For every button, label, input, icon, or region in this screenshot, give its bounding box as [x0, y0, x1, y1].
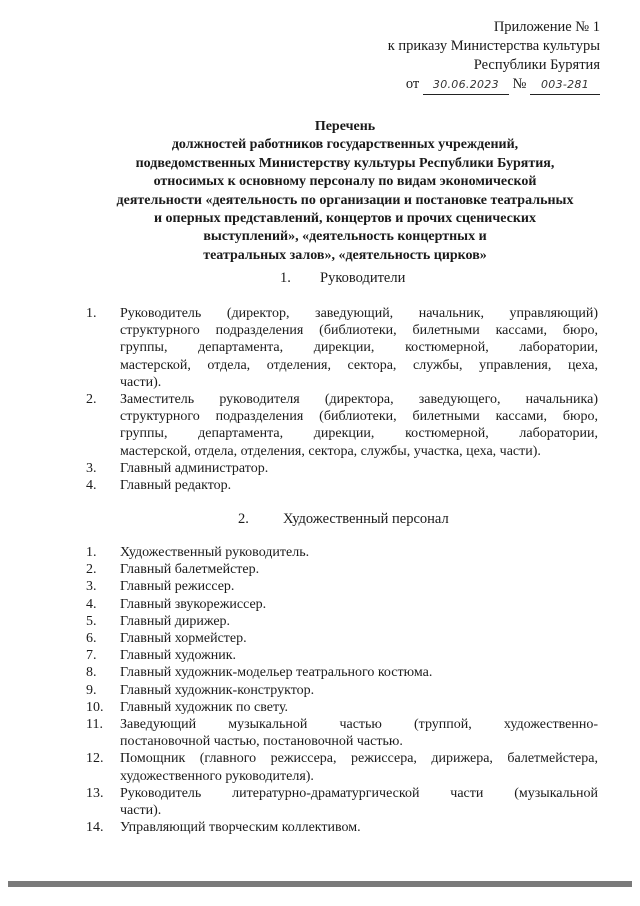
list-item: [86, 578, 598, 595]
item-line: структурного подразделения (библиотеки, билетными кассами, бюро,: [120, 409, 598, 425]
item-line: Художественный руководитель.: [120, 545, 310, 560]
list-item: [86, 630, 598, 647]
title-line: и оперных представлений, концертов и прочих сценических: [153, 211, 536, 227]
item-line: Главный художник-модельер театрального костюма.: [120, 665, 433, 681]
item-index: 5.: [86, 613, 97, 629]
title-line: относимых к основному персоналу по видам экономической: [153, 174, 537, 190]
item-index: 4.: [86, 596, 97, 612]
item-index: 1.: [86, 545, 97, 560]
section-number: 2.: [238, 511, 249, 527]
list-item: [86, 819, 598, 836]
item-line: структурного подразделения (библиотеки, билетными кассами, бюро,: [120, 323, 598, 339]
item-index: 3.: [86, 460, 97, 476]
republic-name: Республики Бурятия: [473, 57, 600, 73]
item-index: 3.: [86, 579, 97, 595]
item-line: Главный администратор.: [120, 460, 269, 476]
number-prefix: №: [512, 76, 527, 92]
list-item: [86, 544, 598, 561]
list-item: [86, 699, 598, 716]
item-index: 8.: [86, 665, 97, 681]
item-line: части).: [120, 803, 162, 819]
item-line: Главный редактор.: [120, 478, 232, 494]
item-line: Главный дирижер.: [120, 613, 231, 629]
item-line: Заместитель руководителя (директора, заведующего, начальника): [120, 392, 598, 408]
list-item: [86, 750, 598, 784]
item-index: 1.: [86, 306, 97, 321]
managers-list: [86, 305, 598, 494]
order-date-line: [300, 75, 600, 95]
title-line: театральных залов», «деятельность цирков»: [203, 247, 487, 263]
item-line: Главный режиссер.: [120, 579, 235, 595]
item-line: Помощник (главного режиссера, режиссера, дирижера, балетмейстера,: [120, 751, 598, 767]
item-line: группы, департамента, дирекции, костюмерной, лаборатории,: [120, 340, 598, 356]
item-line: Заведующий музыкальной частью (труппой, художественно-: [120, 717, 598, 733]
item-line: художественного руководителя).: [120, 768, 314, 784]
item-line: Главный хормейстер.: [120, 631, 247, 647]
order-reference: к приказу Министерства культуры: [387, 38, 600, 54]
artistic-staff-list: [86, 544, 598, 836]
item-line: Главный балетмейстер.: [120, 562, 260, 578]
appendix-number: Приложение № 1: [493, 19, 600, 35]
list-item: [86, 596, 598, 613]
section-label: Руководители: [320, 270, 406, 286]
item-line: мастерской, отдела, отделения, сектора, службы, участка, цеха, части).: [120, 443, 541, 459]
item-index: 2.: [86, 562, 97, 578]
section-label: Художественный персонал: [283, 511, 449, 527]
item-index: 12.: [86, 751, 104, 767]
list-item: [86, 682, 598, 699]
item-index: 4.: [86, 478, 97, 494]
appendix-header: [300, 18, 600, 95]
item-line: Главный художник-конструктор.: [120, 682, 315, 698]
list-item: [86, 477, 598, 494]
item-index: 10.: [86, 699, 104, 715]
item-line: мастерской, отдела, отделения, сектора, службы, управления, цеха,: [120, 357, 598, 373]
title-line: деятельности «деятельность по организации и постановке театральных: [116, 192, 574, 208]
list-item: [86, 305, 598, 391]
title-line: выступлений», «деятельность концертных и: [203, 229, 487, 245]
section-number: 1.: [280, 270, 291, 286]
item-index: 2.: [86, 392, 97, 408]
item-index: 13.: [86, 785, 104, 801]
list-item: [86, 460, 598, 477]
item-index: 7.: [86, 648, 97, 664]
title-line: должностей работников государственных учреждений,: [171, 137, 519, 153]
list-item: [86, 785, 598, 819]
item-index: 14.: [86, 820, 104, 836]
item-index: 11.: [86, 717, 103, 733]
item-line: Главный звукорежиссер.: [120, 596, 267, 612]
item-line: группы, департамента, дирекции, костюмерной, лаборатории,: [120, 426, 598, 442]
list-item: [86, 391, 598, 460]
item-line: Главный художник.: [120, 648, 237, 664]
scan-bottom-edge: [8, 881, 632, 887]
list-item: [86, 647, 598, 664]
handwritten-date: 30.06.2023: [423, 75, 509, 95]
item-line: Руководитель (директор, заведующий, начальник, управляющий): [120, 306, 598, 321]
list-item: [86, 561, 598, 578]
item-line: постановочной частью, постановочной частью.: [120, 734, 403, 750]
item-line: части).: [120, 374, 162, 390]
document-title: [70, 118, 620, 265]
item-line: Управляющий творческим коллективом.: [120, 820, 361, 836]
handwritten-order-number: 003-281: [530, 75, 600, 95]
title-line: Перечень: [314, 119, 376, 134]
item-line: Руководитель литературно-драматургической части (музыкальной: [120, 785, 598, 801]
title-line: подведомственных Министерству культуры Республики Бурятия,: [135, 155, 555, 171]
item-index: 6.: [86, 631, 97, 647]
list-item: [86, 613, 598, 630]
date-prefix: от: [405, 76, 420, 92]
item-line: Главный художник по свету.: [120, 699, 289, 715]
list-item: [86, 664, 598, 681]
item-index: 9.: [86, 682, 97, 698]
list-item: [86, 716, 598, 750]
